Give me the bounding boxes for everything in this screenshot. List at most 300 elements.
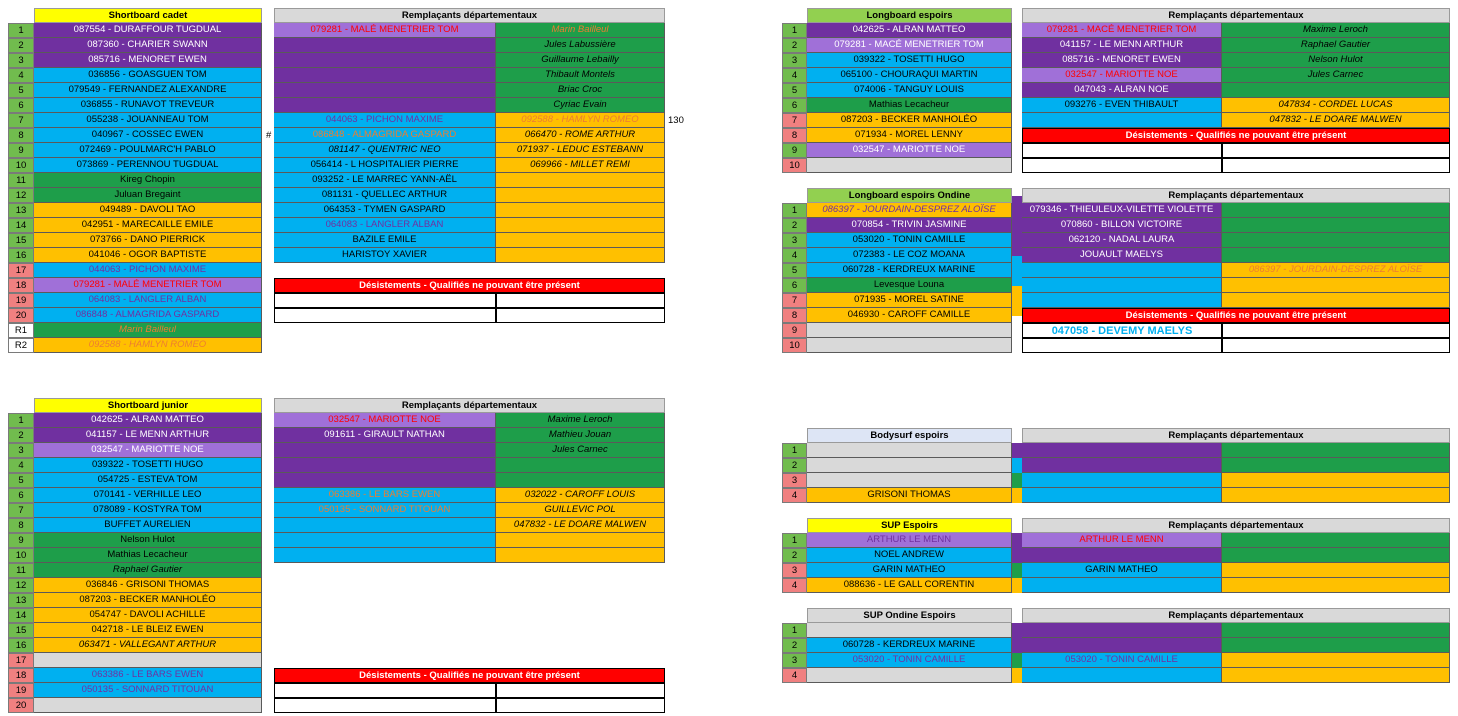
remp-bodysurf-cell[interactable] bbox=[1022, 458, 1222, 473]
shortboard-cadet-entry[interactable]: 036856 - GOASGUEN TOM bbox=[34, 68, 262, 83]
shortboard-junior-rank[interactable]: 8 bbox=[8, 518, 34, 533]
bodysurf-espoirs-entry[interactable] bbox=[807, 458, 1012, 473]
bodysurf-espoirs-rank[interactable]: 2 bbox=[782, 458, 807, 473]
shortboard-cadet-rank[interactable]: 20 bbox=[8, 308, 34, 323]
shortboard-junior-rank[interactable]: 16 bbox=[8, 638, 34, 653]
remp-junior-cell[interactable] bbox=[274, 473, 496, 488]
longboard-espoirs-rank[interactable]: 8 bbox=[782, 128, 807, 143]
longboard-espoirs-entry[interactable] bbox=[807, 158, 1012, 173]
shortboard-cadet-entry[interactable]: Kireg Chopin bbox=[34, 173, 262, 188]
remp-ondine-cell[interactable] bbox=[1022, 278, 1222, 293]
shortboard-junior-rank[interactable]: 1 bbox=[8, 413, 34, 428]
longboard-espoirs-rank[interactable]: 1 bbox=[782, 23, 807, 38]
remp-ondine-cell[interactable] bbox=[1222, 218, 1450, 233]
shortboard-cadet-entry[interactable]: 087554 - DURAFFOUR TUGDUAL bbox=[34, 23, 262, 38]
dis-longboard-cell[interactable] bbox=[1022, 143, 1222, 158]
shortboard-junior-entry[interactable]: 054747 - DAVOLI ACHILLE bbox=[34, 608, 262, 623]
shortboard-junior-entry[interactable]: 078089 - KOSTYRA TOM bbox=[34, 503, 262, 518]
bodysurf-espoirs-entry[interactable] bbox=[807, 443, 1012, 458]
longboard-espoirs-ondine-rank[interactable]: 9 bbox=[782, 323, 807, 338]
remp-longboard-cell[interactable]: 041157 - LE MENN ARTHUR bbox=[1022, 38, 1222, 53]
connector-stripe bbox=[1012, 241, 1022, 256]
shortboard-cadet-entry[interactable]: 041046 - OGOR BAPTISTE bbox=[34, 248, 262, 263]
shortboard-junior-entry[interactable]: 054725 - ESTEVA TOM bbox=[34, 473, 262, 488]
remp-sup-ondine-cell[interactable] bbox=[1022, 668, 1222, 683]
remp-junior-cell[interactable] bbox=[496, 533, 665, 548]
remp-junior-cell[interactable]: 032022 - CAROFF LOUIS bbox=[496, 488, 665, 503]
remp-bodysurf-cell[interactable] bbox=[1222, 458, 1450, 473]
shortboard-junior-entry[interactable]: Mathias Lecacheur bbox=[34, 548, 262, 563]
shortboard-cadet-rank[interactable]: 6 bbox=[8, 98, 34, 113]
dis-junior-cell[interactable] bbox=[274, 698, 496, 713]
shortboard-cadet-rank[interactable]: 10 bbox=[8, 158, 34, 173]
remp-sup-cell[interactable] bbox=[1022, 548, 1222, 563]
connector-stripe bbox=[1012, 443, 1022, 458]
longboard-espoirs-rank[interactable]: 10 bbox=[782, 158, 807, 173]
dis-ondine-title[interactable]: Désistements - Qualifiés ne pouvant être présent bbox=[1022, 308, 1450, 323]
dis-cadet-cell[interactable] bbox=[274, 308, 496, 323]
remp-cadet-cell[interactable] bbox=[274, 38, 496, 53]
shortboard-junior-rank[interactable]: 11 bbox=[8, 563, 34, 578]
shortboard-cadet-rank[interactable]: 5 bbox=[8, 83, 34, 98]
hash-mark[interactable]: # bbox=[266, 130, 272, 141]
longboard-espoirs-rank[interactable]: 6 bbox=[782, 98, 807, 113]
sup-espoirs-entry[interactable]: GARIN MATHEO bbox=[807, 563, 1012, 578]
dis-longboard-cell[interactable] bbox=[1022, 158, 1222, 173]
sup-ondine-espoirs-entry[interactable] bbox=[807, 668, 1012, 683]
longboard-espoirs-rank[interactable]: 5 bbox=[782, 83, 807, 98]
remp-cadet-cell[interactable]: 064353 - TYMEN GASPARD bbox=[274, 203, 496, 218]
remp-ondine-cell[interactable] bbox=[1022, 263, 1222, 278]
remp-ondine-cell[interactable] bbox=[1222, 293, 1450, 308]
remp-junior-cell[interactable]: 063386 - LE BARS EWEN bbox=[274, 488, 496, 503]
dis-junior-cell[interactable] bbox=[496, 683, 665, 698]
longboard-espoirs-ondine-entry[interactable] bbox=[807, 338, 1012, 353]
remp-junior-cell[interactable] bbox=[274, 533, 496, 548]
remp-junior-cell[interactable]: 091611 - GIRAULT NATHAN bbox=[274, 428, 496, 443]
longboard-espoirs-rank[interactable]: 7 bbox=[782, 113, 807, 128]
remp-sup-cell[interactable] bbox=[1222, 548, 1450, 563]
shortboard-cadet-entry[interactable]: Marin Bailleul bbox=[34, 323, 262, 338]
longboard-espoirs-ondine-entry[interactable] bbox=[807, 323, 1012, 338]
connector-stripe bbox=[1012, 473, 1022, 488]
longboard-espoirs-entry[interactable]: 032547 - MARIOTTE NOE bbox=[807, 143, 1012, 158]
remp-cadet-cell[interactable]: 069966 - MILLET REMI bbox=[496, 158, 665, 173]
dis-longboard-cell[interactable] bbox=[1222, 143, 1450, 158]
sup-ondine-espoirs-entry[interactable]: 060728 - KERDREUX MARINE bbox=[807, 638, 1012, 653]
remp-bodysurf-cell[interactable] bbox=[1022, 443, 1222, 458]
remp-sup-cell[interactable] bbox=[1222, 563, 1450, 578]
shortboard-junior-entry[interactable] bbox=[34, 698, 262, 713]
sup-espoirs-rank[interactable]: 3 bbox=[782, 563, 807, 578]
shortboard-cadet-rank[interactable]: R2 bbox=[8, 338, 34, 353]
sup-ondine-espoirs-title[interactable]: SUP Ondine Espoirs bbox=[807, 608, 1012, 623]
shortboard-cadet-entry[interactable]: 079549 - FERNANDEZ ALEXANDRE bbox=[34, 83, 262, 98]
remp-junior-title[interactable]: Remplaçants départementaux bbox=[274, 398, 665, 413]
shortboard-cadet-rank[interactable]: 19 bbox=[8, 293, 34, 308]
remp-ondine-cell[interactable] bbox=[1222, 233, 1450, 248]
remp-bodysurf-cell[interactable] bbox=[1222, 488, 1450, 503]
dis-ondine-cell[interactable] bbox=[1222, 323, 1450, 338]
shortboard-junior-entry[interactable]: BUFFET AURELIEN bbox=[34, 518, 262, 533]
side-number-note[interactable]: 130 bbox=[668, 115, 684, 126]
remp-cadet-cell[interactable] bbox=[496, 203, 665, 218]
shortboard-junior-rank[interactable]: 19 bbox=[8, 683, 34, 698]
remp-longboard-cell[interactable]: 093276 - EVEN THIBAULT bbox=[1022, 98, 1222, 113]
dis-ondine-cell[interactable] bbox=[1222, 338, 1450, 353]
remp-sup-cell[interactable] bbox=[1222, 533, 1450, 548]
shortboard-cadet-entry[interactable]: Juluan Bregaint bbox=[34, 188, 262, 203]
shortboard-junior-rank[interactable]: 10 bbox=[8, 548, 34, 563]
longboard-espoirs-ondine-entry[interactable]: 072383 - LE COZ MOANA bbox=[807, 248, 1012, 263]
bodysurf-espoirs-rank[interactable]: 3 bbox=[782, 473, 807, 488]
shortboard-cadet-rank[interactable]: 3 bbox=[8, 53, 34, 68]
shortboard-cadet-entry[interactable]: 040967 - COSSEC EWEN bbox=[34, 128, 262, 143]
longboard-espoirs-ondine-rank[interactable]: 1 bbox=[782, 203, 807, 218]
shortboard-junior-rank[interactable]: 20 bbox=[8, 698, 34, 713]
remp-sup-cell[interactable]: ARTHUR LE MENN bbox=[1022, 533, 1222, 548]
dis-longboard-title[interactable]: Désistements - Qualifiés ne pouvant être présent bbox=[1022, 128, 1450, 143]
remp-longboard-title[interactable]: Remplaçants départementaux bbox=[1022, 8, 1450, 23]
remp-junior-cell[interactable]: 050135 - SONNARD TITOUAN bbox=[274, 503, 496, 518]
remp-longboard-cell[interactable] bbox=[1022, 113, 1222, 128]
remp-sup-ondine-title[interactable]: Remplaçants départementaux bbox=[1022, 608, 1450, 623]
longboard-espoirs-entry[interactable]: 071934 - MOREL LENNY bbox=[807, 128, 1012, 143]
remp-longboard-cell[interactable]: Maxime Leroch bbox=[1222, 23, 1450, 38]
shortboard-junior-rank[interactable]: 7 bbox=[8, 503, 34, 518]
sup-espoirs-entry[interactable]: NOEL ANDREW bbox=[807, 548, 1012, 563]
remp-longboard-cell[interactable]: Jules Carnec bbox=[1222, 68, 1450, 83]
shortboard-cadet-entry[interactable]: 055238 - JOUANNEAU TOM bbox=[34, 113, 262, 128]
shortboard-junior-rank[interactable]: 9 bbox=[8, 533, 34, 548]
remp-ondine-cell[interactable] bbox=[1222, 278, 1450, 293]
remp-ondine-cell[interactable]: 079346 - THIEULEUX-VILETTE VIOLETTE bbox=[1022, 203, 1222, 218]
longboard-espoirs-entry[interactable]: 079281 - MACÉ MENETRIER TOM bbox=[807, 38, 1012, 53]
remp-ondine-cell[interactable]: 062120 - NADAL LAURA bbox=[1022, 233, 1222, 248]
shortboard-junior-entry[interactable]: 039322 - TOSETTI HUGO bbox=[34, 458, 262, 473]
shortboard-junior-entry[interactable]: Nelson Hulot bbox=[34, 533, 262, 548]
dis-junior-title[interactable]: Désistements - Qualifiés ne pouvant être présent bbox=[274, 668, 665, 683]
longboard-espoirs-ondine-rank[interactable]: 4 bbox=[782, 248, 807, 263]
shortboard-junior-rank[interactable]: 4 bbox=[8, 458, 34, 473]
shortboard-junior-entry[interactable]: 087203 - BECKER MANHOLÉO bbox=[34, 593, 262, 608]
shortboard-cadet-rank[interactable]: 17 bbox=[8, 263, 34, 278]
shortboard-cadet-entry[interactable]: 086848 - ALMAGRIDA GASPARD bbox=[34, 308, 262, 323]
remp-sup-cell[interactable] bbox=[1022, 578, 1222, 593]
bodysurf-espoirs-entry[interactable] bbox=[807, 473, 1012, 488]
longboard-espoirs-ondine-rank[interactable]: 10 bbox=[782, 338, 807, 353]
longboard-espoirs-title[interactable]: Longboard espoirs bbox=[807, 8, 1012, 23]
remp-cadet-cell[interactable]: 064083 - LANGLER ALBAN bbox=[274, 218, 496, 233]
longboard-espoirs-entry[interactable]: 042625 - ALRAN MATTEO bbox=[807, 23, 1012, 38]
shortboard-cadet-entry[interactable]: 087360 - CHARIER SWANN bbox=[34, 38, 262, 53]
bodysurf-espoirs-rank[interactable]: 4 bbox=[782, 488, 807, 503]
shortboard-cadet-rank[interactable]: 8 bbox=[8, 128, 34, 143]
remp-sup-cell[interactable]: GARIN MATHEO bbox=[1022, 563, 1222, 578]
bodysurf-espoirs-rank[interactable]: 1 bbox=[782, 443, 807, 458]
shortboard-junior-entry[interactable]: 042625 - ALRAN MATTEO bbox=[34, 413, 262, 428]
remp-longboard-cell[interactable]: 047043 - ALRAN NOE bbox=[1022, 83, 1222, 98]
remp-sup-ondine-cell[interactable] bbox=[1022, 623, 1222, 638]
dis-junior-cell[interactable] bbox=[274, 683, 496, 698]
shortboard-cadet-entry[interactable]: 073766 - DANO PIERRICK bbox=[34, 233, 262, 248]
shortboard-cadet-entry[interactable]: 044063 - PICHON MAXIME bbox=[34, 263, 262, 278]
remp-bodysurf-title[interactable]: Remplaçants départementaux bbox=[1022, 428, 1450, 443]
remp-cadet-cell[interactable]: 081147 - QUENTRIC NEO bbox=[274, 143, 496, 158]
remp-sup-ondine-cell[interactable] bbox=[1222, 623, 1450, 638]
remp-sup-ondine-cell[interactable]: 053020 - TONIN CAMILLE bbox=[1022, 653, 1222, 668]
longboard-espoirs-ondine-entry[interactable]: 060728 - KERDREUX MARINE bbox=[807, 263, 1012, 278]
connector-stripe bbox=[1012, 488, 1022, 503]
connector-stripe bbox=[1012, 211, 1022, 226]
remp-cadet-cell[interactable]: 071937 - LEDUC ESTEBANN bbox=[496, 143, 665, 158]
remp-ondine-cell[interactable]: 070860 - BILLON VICTOIRE bbox=[1022, 218, 1222, 233]
remp-sup-ondine-cell[interactable] bbox=[1222, 668, 1450, 683]
dis-junior-cell[interactable] bbox=[496, 698, 665, 713]
longboard-espoirs-ondine-entry[interactable]: 071935 - MOREL SATINE bbox=[807, 293, 1012, 308]
remp-cadet-cell[interactable]: 092588 - HAMLYN ROMEO bbox=[496, 113, 665, 128]
remp-ondine-cell[interactable] bbox=[1222, 248, 1450, 263]
connector-stripe bbox=[1012, 301, 1022, 316]
remp-cadet-cell[interactable]: 093252 - LE MARREC YANN-AËL bbox=[274, 173, 496, 188]
shortboard-cadet-rank[interactable]: 7 bbox=[8, 113, 34, 128]
remp-cadet-cell[interactable]: 086848 - ALMAGRIDA GASPARD bbox=[274, 128, 496, 143]
remp-cadet-cell[interactable] bbox=[274, 83, 496, 98]
sup-espoirs-rank[interactable]: 2 bbox=[782, 548, 807, 563]
remp-bodysurf-cell[interactable] bbox=[1022, 488, 1222, 503]
remp-cadet-cell[interactable]: 056414 - L HOSPITALIER PIERRE bbox=[274, 158, 496, 173]
remp-cadet-cell[interactable] bbox=[274, 98, 496, 113]
sup-espoirs-rank[interactable]: 1 bbox=[782, 533, 807, 548]
sup-espoirs-entry[interactable]: ARTHUR LE MENN bbox=[807, 533, 1012, 548]
dis-cadet-cell[interactable] bbox=[496, 308, 665, 323]
shortboard-cadet-entry[interactable]: 092588 - HAMLYN ROMEO bbox=[34, 338, 262, 353]
longboard-espoirs-ondine-rank[interactable]: 3 bbox=[782, 233, 807, 248]
longboard-espoirs-rank[interactable]: 3 bbox=[782, 53, 807, 68]
remp-ondine-cell[interactable]: 086397 - JOURDAIN-DESPREZ ALOÏSE bbox=[1222, 263, 1450, 278]
shortboard-junior-rank[interactable]: 6 bbox=[8, 488, 34, 503]
remp-junior-cell[interactable] bbox=[274, 458, 496, 473]
dis-cadet-title[interactable]: Désistements - Qualifiés ne pouvant être présent bbox=[274, 278, 665, 293]
connector-stripe bbox=[1012, 271, 1022, 286]
remp-cadet-cell[interactable]: Guillaume Lebailly bbox=[496, 53, 665, 68]
shortboard-junior-rank[interactable]: 12 bbox=[8, 578, 34, 593]
longboard-espoirs-ondine-entry[interactable]: 086397 - JOURDAIN-DESPREZ ALOÏSE bbox=[807, 203, 1012, 218]
dis-cadet-cell[interactable] bbox=[274, 293, 496, 308]
remp-cadet-cell[interactable]: Marin Bailleul bbox=[496, 23, 665, 38]
shortboard-cadet-entry[interactable]: 072469 - POULMARC'H PABLO bbox=[34, 143, 262, 158]
remp-longboard-cell[interactable]: 079281 - MACÉ MENETRIER TOM bbox=[1022, 23, 1222, 38]
shortboard-junior-entry[interactable]: Raphael Gautier bbox=[34, 563, 262, 578]
dis-ondine-cell[interactable] bbox=[1022, 338, 1222, 353]
remp-junior-cell[interactable]: 047832 - LE DOARE MALWEN bbox=[496, 518, 665, 533]
remp-junior-cell[interactable] bbox=[274, 443, 496, 458]
remp-ondine-title[interactable]: Remplaçants départementaux bbox=[1022, 188, 1450, 203]
longboard-espoirs-ondine-rank[interactable]: 8 bbox=[782, 308, 807, 323]
shortboard-cadet-rank[interactable]: 18 bbox=[8, 278, 34, 293]
shortboard-cadet-rank[interactable]: 4 bbox=[8, 68, 34, 83]
shortboard-junior-entry[interactable]: 070141 - VERHILLE LEO bbox=[34, 488, 262, 503]
shortboard-cadet-rank[interactable]: 12 bbox=[8, 188, 34, 203]
shortboard-cadet-entry[interactable]: 036855 - RUNAVOT TREVEUR bbox=[34, 98, 262, 113]
longboard-espoirs-rank[interactable]: 2 bbox=[782, 38, 807, 53]
remp-cadet-cell[interactable] bbox=[274, 53, 496, 68]
sup-ondine-espoirs-rank[interactable]: 2 bbox=[782, 638, 807, 653]
sup-ondine-espoirs-rank[interactable]: 3 bbox=[782, 653, 807, 668]
remp-longboard-cell[interactable]: Raphael Gautier bbox=[1222, 38, 1450, 53]
remp-cadet-cell[interactable]: BAZILE EMILE bbox=[274, 233, 496, 248]
longboard-espoirs-ondine-rank[interactable]: 7 bbox=[782, 293, 807, 308]
shortboard-cadet-rank[interactable]: 9 bbox=[8, 143, 34, 158]
bodysurf-espoirs-title[interactable]: Bodysurf espoirs bbox=[807, 428, 1012, 443]
longboard-espoirs-ondine-rank[interactable]: 5 bbox=[782, 263, 807, 278]
remp-cadet-cell[interactable]: Jules Labussière bbox=[496, 38, 665, 53]
remp-sup-title[interactable]: Remplaçants départementaux bbox=[1022, 518, 1450, 533]
shortboard-junior-title[interactable]: Shortboard junior bbox=[34, 398, 262, 413]
shortboard-junior-rank[interactable]: 18 bbox=[8, 668, 34, 683]
remp-junior-cell[interactable] bbox=[496, 458, 665, 473]
shortboard-junior-entry[interactable]: 036846 - GRISONI THOMAS bbox=[34, 578, 262, 593]
sup-ondine-espoirs-entry[interactable] bbox=[807, 623, 1012, 638]
bodysurf-espoirs-entry[interactable]: GRISONI THOMAS bbox=[807, 488, 1012, 503]
remp-cadet-cell[interactable] bbox=[496, 173, 665, 188]
remp-cadet-cell[interactable]: HARISTOY XAVIER bbox=[274, 248, 496, 263]
remp-cadet-cell[interactable] bbox=[496, 248, 665, 263]
sup-ondine-espoirs-rank[interactable]: 4 bbox=[782, 668, 807, 683]
shortboard-cadet-rank[interactable]: 1 bbox=[8, 23, 34, 38]
remp-bodysurf-cell[interactable] bbox=[1222, 473, 1450, 488]
shortboard-junior-entry[interactable]: 041157 - LE MENN ARTHUR bbox=[34, 428, 262, 443]
remp-junior-cell[interactable]: Mathieu Jouan bbox=[496, 428, 665, 443]
remp-cadet-cell[interactable]: 044063 - PICHON MAXIME bbox=[274, 113, 496, 128]
remp-junior-cell[interactable] bbox=[496, 473, 665, 488]
remp-cadet-cell[interactable]: 079281 - MALÉ MENETRIER TOM bbox=[274, 23, 496, 38]
sup-ondine-espoirs-rank[interactable]: 1 bbox=[782, 623, 807, 638]
connector-stripe bbox=[1012, 533, 1022, 548]
longboard-espoirs-ondine-title[interactable]: Longboard espoirs Ondine bbox=[807, 188, 1012, 203]
longboard-espoirs-ondine-entry[interactable]: 046930 - CAROFF CAMILLE bbox=[807, 308, 1012, 323]
shortboard-cadet-rank[interactable]: R1 bbox=[8, 323, 34, 338]
dis-ondine-cell[interactable]: 047058 - DEVEMY MAELYS bbox=[1022, 323, 1222, 338]
connector-stripe bbox=[1012, 458, 1022, 473]
remp-bodysurf-cell[interactable] bbox=[1022, 473, 1222, 488]
remp-sup-ondine-cell[interactable] bbox=[1222, 638, 1450, 653]
connector-stripe bbox=[1012, 563, 1022, 578]
longboard-espoirs-ondine-rank[interactable]: 2 bbox=[782, 218, 807, 233]
shortboard-cadet-title[interactable]: Shortboard cadet bbox=[34, 8, 262, 23]
shortboard-junior-rank[interactable]: 17 bbox=[8, 653, 34, 668]
sup-ondine-espoirs-entry[interactable]: 053020 - TONIN CAMILLE bbox=[807, 653, 1012, 668]
shortboard-cadet-entry[interactable]: 085716 - MENORET EWEN bbox=[34, 53, 262, 68]
remp-junior-cell[interactable] bbox=[274, 518, 496, 533]
connector-stripe bbox=[1012, 226, 1022, 241]
shortboard-junior-entry[interactable]: 063386 - LE BARS EWEN bbox=[34, 668, 262, 683]
shortboard-junior-rank[interactable]: 3 bbox=[8, 443, 34, 458]
remp-cadet-title[interactable]: Remplaçants départementaux bbox=[274, 8, 665, 23]
longboard-espoirs-ondine-entry[interactable]: 053020 - TONIN CAMILLE bbox=[807, 233, 1012, 248]
shortboard-junior-entry[interactable] bbox=[34, 653, 262, 668]
remp-junior-cell[interactable]: GUILLEVIC POL bbox=[496, 503, 665, 518]
remp-ondine-cell[interactable] bbox=[1022, 293, 1222, 308]
shortboard-cadet-rank[interactable]: 16 bbox=[8, 248, 34, 263]
shortboard-cadet-entry[interactable]: 064083 - LANGLER ALBAN bbox=[34, 293, 262, 308]
longboard-espoirs-ondine-entry[interactable]: 070854 - TRIVIN JASMINE bbox=[807, 218, 1012, 233]
longboard-espoirs-entry[interactable]: 087203 - BECKER MANHOLÉO bbox=[807, 113, 1012, 128]
longboard-espoirs-rank[interactable]: 9 bbox=[782, 143, 807, 158]
remp-cadet-cell[interactable]: 081131 - QUELLEC ARTHUR bbox=[274, 188, 496, 203]
longboard-espoirs-entry[interactable]: 039322 - TOSETTI HUGO bbox=[807, 53, 1012, 68]
longboard-espoirs-entry[interactable]: 074006 - TANGUY LOUIS bbox=[807, 83, 1012, 98]
shortboard-cadet-rank[interactable]: 11 bbox=[8, 173, 34, 188]
remp-cadet-cell[interactable]: Cyriac Evain bbox=[496, 98, 665, 113]
longboard-espoirs-entry[interactable]: 065100 - CHOURAQUI MARTIN bbox=[807, 68, 1012, 83]
shortboard-junior-entry[interactable]: 042718 - LE BLEIZ EWEN bbox=[34, 623, 262, 638]
longboard-espoirs-entry[interactable]: Mathias Lecacheur bbox=[807, 98, 1012, 113]
sup-espoirs-title[interactable]: SUP Espoirs bbox=[807, 518, 1012, 533]
remp-longboard-cell[interactable]: Nelson Hulot bbox=[1222, 53, 1450, 68]
remp-longboard-cell[interactable]: 047834 - CORDEL LUCAS bbox=[1222, 98, 1450, 113]
remp-cadet-cell[interactable] bbox=[496, 188, 665, 203]
shortboard-cadet-rank[interactable]: 13 bbox=[8, 203, 34, 218]
remp-cadet-cell[interactable]: 066470 - ROME ARTHUR bbox=[496, 128, 665, 143]
shortboard-junior-rank[interactable]: 15 bbox=[8, 623, 34, 638]
remp-longboard-cell[interactable]: 085716 - MENORET EWEN bbox=[1022, 53, 1222, 68]
remp-bodysurf-cell[interactable] bbox=[1222, 443, 1450, 458]
shortboard-junior-entry[interactable]: 032547 - MARIOTTE NOE bbox=[34, 443, 262, 458]
shortboard-cadet-rank[interactable]: 2 bbox=[8, 38, 34, 53]
sup-espoirs-rank[interactable]: 4 bbox=[782, 578, 807, 593]
shortboard-junior-entry[interactable]: 063471 - VALLEGANT ARTHUR bbox=[34, 638, 262, 653]
shortboard-cadet-rank[interactable]: 15 bbox=[8, 233, 34, 248]
remp-ondine-cell[interactable]: JOUAULT MAELYS bbox=[1022, 248, 1222, 263]
shortboard-junior-entry[interactable]: 050135 - SONNARD TITOUAN bbox=[34, 683, 262, 698]
longboard-espoirs-rank[interactable]: 4 bbox=[782, 68, 807, 83]
remp-cadet-cell[interactable]: Thibault Montels bbox=[496, 68, 665, 83]
remp-junior-cell[interactable]: Jules Carnec bbox=[496, 443, 665, 458]
remp-sup-cell[interactable] bbox=[1222, 578, 1450, 593]
remp-sup-ondine-cell[interactable] bbox=[1222, 653, 1450, 668]
longboard-espoirs-ondine-entry[interactable]: Levesque Louna bbox=[807, 278, 1012, 293]
dis-longboard-cell[interactable] bbox=[1222, 158, 1450, 173]
dis-cadet-cell[interactable] bbox=[496, 293, 665, 308]
sup-espoirs-entry[interactable]: 088636 - LE GALL CORENTIN bbox=[807, 578, 1012, 593]
remp-cadet-cell[interactable] bbox=[496, 233, 665, 248]
remp-junior-cell[interactable] bbox=[274, 548, 496, 563]
shortboard-cadet-entry[interactable]: 042951 - MARECAILLE EMILE bbox=[34, 218, 262, 233]
remp-junior-cell[interactable]: 032547 - MARIOTTE NOE bbox=[274, 413, 496, 428]
remp-cadet-cell[interactable]: Briac Croc bbox=[496, 83, 665, 98]
remp-ondine-cell[interactable] bbox=[1222, 203, 1450, 218]
remp-junior-cell[interactable]: Maxime Leroch bbox=[496, 413, 665, 428]
longboard-espoirs-ondine-rank[interactable]: 6 bbox=[782, 278, 807, 293]
shortboard-cadet-entry[interactable]: 073869 - PERENNOU TUGDUAL bbox=[34, 158, 262, 173]
remp-junior-cell[interactable] bbox=[496, 548, 665, 563]
remp-sup-ondine-cell[interactable] bbox=[1022, 638, 1222, 653]
shortboard-junior-rank[interactable]: 13 bbox=[8, 593, 34, 608]
shortboard-cadet-rank[interactable]: 14 bbox=[8, 218, 34, 233]
shortboard-junior-rank[interactable]: 5 bbox=[8, 473, 34, 488]
remp-longboard-cell[interactable] bbox=[1222, 83, 1450, 98]
connector-stripe bbox=[1012, 578, 1022, 593]
shortboard-junior-rank[interactable]: 14 bbox=[8, 608, 34, 623]
remp-longboard-cell[interactable]: 032547 - MARIOTTE NOE bbox=[1022, 68, 1222, 83]
shortboard-cadet-entry[interactable]: 079281 - MALÉ MENETRIER TOM bbox=[34, 278, 262, 293]
remp-cadet-cell[interactable] bbox=[274, 68, 496, 83]
shortboard-junior-rank[interactable]: 2 bbox=[8, 428, 34, 443]
shortboard-cadet-entry[interactable]: 049489 - DAVOLI TAO bbox=[34, 203, 262, 218]
remp-cadet-cell[interactable] bbox=[496, 218, 665, 233]
remp-longboard-cell[interactable]: 047832 - LE DOARE MALWEN bbox=[1222, 113, 1450, 128]
